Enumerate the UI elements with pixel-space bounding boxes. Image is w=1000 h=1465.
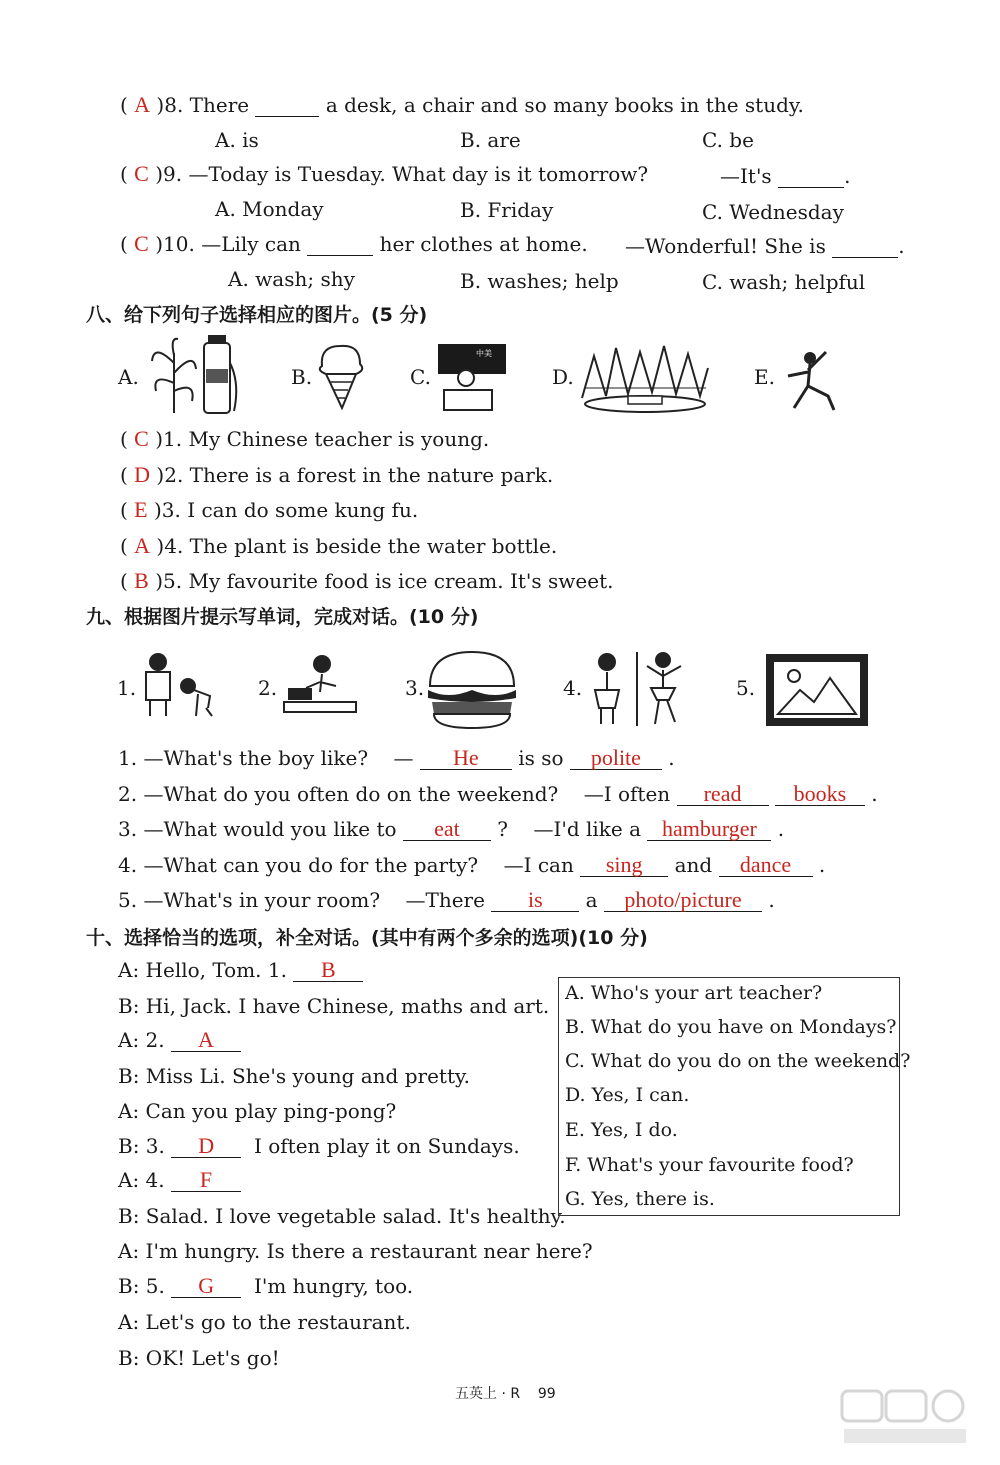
- option-box-item: C. What do you do on the weekend?: [565, 1050, 911, 1072]
- dialogue-line: A: I'm hungry. Is there a restaurant near here?: [118, 1239, 593, 1263]
- answer: books: [775, 783, 865, 806]
- question-line: ( A )8. There a desk, a chair and so many books in the study.: [120, 92, 804, 117]
- teacher-image: [436, 342, 508, 412]
- hamburger-image: [424, 648, 520, 730]
- watermark-logo: [840, 1387, 970, 1447]
- response-line: —Wonderful! She is .: [625, 234, 905, 258]
- page-number: 99: [537, 1386, 556, 1402]
- s9-item: 4. —What can you do for the party? —I can sing and dance .: [118, 852, 826, 877]
- section-10-title: 十、选择恰当的选项，补全对话。(其中有两个多余的选项)(10 分): [86, 927, 648, 949]
- response-line: —It's .: [720, 164, 851, 188]
- forest-image: [578, 338, 712, 416]
- option-box-item: B. What do you have on Mondays?: [565, 1016, 897, 1038]
- dialogue-line: B: Miss Li. She's young and pretty.: [118, 1064, 470, 1088]
- s8-item: ( E )3. I can do some kung fu.: [120, 497, 419, 522]
- answer: B: [293, 959, 363, 982]
- option-c: C. Wednesday: [702, 200, 844, 224]
- option-a: A. wash; shy: [228, 267, 355, 291]
- pic-label-3: 3.: [405, 676, 425, 700]
- answer: A: [171, 1029, 241, 1052]
- option-a: A. Monday: [215, 197, 324, 221]
- dialogue-line: A: 2. A: [118, 1027, 241, 1053]
- answer: eat: [403, 818, 491, 841]
- sing-dance-image: [585, 648, 695, 728]
- pic-label-b: B.: [291, 365, 313, 389]
- option-b: B. Friday: [460, 198, 554, 222]
- reading-books-image: [280, 652, 360, 718]
- dialogue-line: A: Hello, Tom. 1. B: [118, 957, 363, 983]
- answer: C: [134, 231, 149, 256]
- question-line: ( C )9. —Today is Tuesday. What day is it tomorrow?: [120, 161, 649, 186]
- pic-label-4: 4.: [563, 676, 583, 700]
- pic-label-e: E.: [754, 365, 775, 389]
- blackboard-sign: 中美: [476, 349, 492, 358]
- option-c: C. wash; helpful: [702, 270, 866, 294]
- option-box-item: D. Yes, I can.: [565, 1084, 690, 1106]
- answer: D: [171, 1135, 241, 1158]
- dialogue-line: B: Hi, Jack. I have Chinese, maths and art.: [118, 994, 550, 1018]
- answer: sing: [580, 854, 668, 877]
- answer: F: [171, 1169, 241, 1192]
- answer: hamburger: [647, 818, 771, 841]
- blank: [778, 165, 844, 188]
- option-b: B. washes; help: [460, 269, 619, 293]
- page-footer: [455, 1383, 556, 1403]
- s8-item: ( B )5. My favourite food is ice cream. It's sweet.: [120, 568, 614, 593]
- section-9-title: 九、根据图片提示写单词，完成对话。(10 分): [86, 606, 479, 628]
- pic-label-1: 1.: [117, 676, 137, 700]
- answer: photo/picture: [604, 889, 762, 912]
- s9-item: 5. —What's in your room? —There is a photo/picture .: [118, 887, 775, 912]
- answer: He: [420, 747, 512, 770]
- option-box-item: A. Who's your art teacher?: [565, 982, 823, 1004]
- s8-item: ( C )1. My Chinese teacher is young.: [120, 426, 490, 451]
- pic-label-2: 2.: [258, 676, 278, 700]
- pic-label-5: 5.: [736, 676, 756, 700]
- answer: read: [677, 783, 769, 806]
- s9-item: 1. —What's the boy like? — He is so polite .: [118, 745, 675, 770]
- plant-bottle-image: [144, 333, 248, 415]
- option-a: A. is: [215, 128, 259, 152]
- dialogue-line: A: Let's go to the restaurant.: [118, 1310, 411, 1334]
- s8-item: ( A )4. The plant is beside the water bottle.: [120, 533, 558, 558]
- polite-boy-image: [138, 650, 218, 718]
- s9-item: 2. —What do you often do on the weekend? —I often read books .: [118, 781, 878, 806]
- answer: G: [171, 1275, 241, 1298]
- blank: [255, 94, 319, 117]
- dialogue-line: B: 3. D I often play it on Sundays.: [118, 1133, 520, 1158]
- question-line: ( C )10. —Lily can her clothes at home.: [120, 231, 588, 256]
- blank: [307, 233, 373, 256]
- answer: is: [491, 889, 579, 912]
- pic-label-d: D.: [552, 365, 574, 389]
- book-label: 五英上 · R: [455, 1386, 521, 1402]
- section-8-title: 八、给下列句子选择相应的图片。(5 分): [86, 304, 428, 326]
- option-box-item: E. Yes, I do.: [565, 1119, 678, 1141]
- dialogue-line: A: 4. F: [118, 1167, 241, 1193]
- ice-cream-image: [312, 340, 372, 410]
- option-c: C. be: [702, 128, 754, 152]
- option-box-item: F. What's your favourite food?: [565, 1154, 854, 1176]
- option-box-item: G. Yes, there is.: [565, 1188, 715, 1210]
- kung-fu-image: [778, 346, 838, 416]
- dialogue-line: B: 5. G I'm hungry, too.: [118, 1273, 414, 1298]
- picture-frame-image: [764, 652, 870, 728]
- option-b: B. are: [460, 128, 521, 152]
- answer: C: [134, 161, 149, 186]
- blank: [832, 235, 898, 258]
- s8-item: ( D )2. There is a forest in the nature park.: [120, 462, 554, 487]
- pic-label-c: C.: [410, 365, 431, 389]
- answer: polite: [570, 747, 662, 770]
- options-box: [558, 977, 911, 1216]
- answer: dance: [719, 854, 813, 877]
- s9-item: 3. —What would you like to eat ? —I'd like a hamburger .: [118, 816, 785, 841]
- pic-label-a: A.: [118, 365, 139, 389]
- dialogue-line: B: Salad. I love vegetable salad. It's healthy.: [118, 1204, 566, 1228]
- dialogue-line: B: OK! Let's go!: [118, 1346, 280, 1370]
- dialogue-line: A: Can you play ping-pong?: [118, 1099, 397, 1123]
- answer: A: [134, 92, 151, 117]
